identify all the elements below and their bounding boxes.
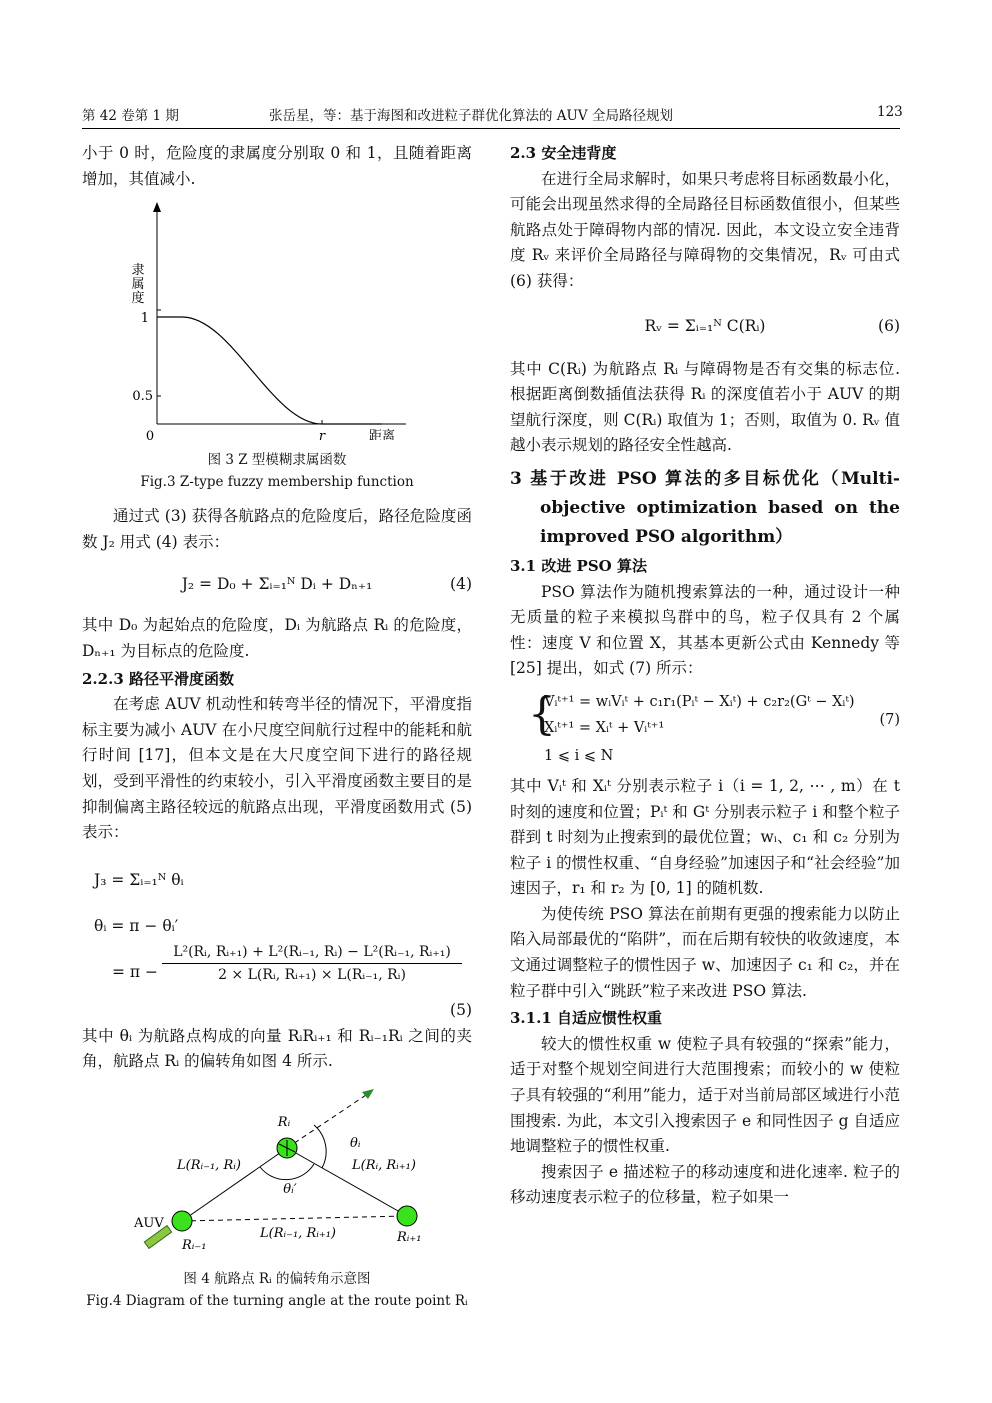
equation-5 <box>82 856 472 1024</box>
angle-arc-theta <box>314 1125 326 1168</box>
paragraph: 在考虑 AUV 机动性和转弯半径的情况下，平滑度指标主要为减小 AUV 在小尺度空间航行过程中的能耗和航行时间 [17]，但本文是在大尺度空间下进行的路径规划，受到平滑性的约束较小，引入平滑度函数主要目的是抑制偏离主路径较远的航路点出现，平滑度函数用式 (5) 表示： <box>82 695 472 842</box>
label-l-ri-ri1: L(Rᵢ, Rᵢ₊₁) <box>352 1157 416 1173</box>
turning-angle-diagram <box>82 1081 472 1259</box>
equation-4 <box>82 555 472 613</box>
equation-4-body: J₂ = D₀ + Σᵢ₌₁ᴺ Dᵢ + Dₙ₊₁ <box>181 575 373 594</box>
brace: { <box>528 688 556 740</box>
section-heading-3: 3 基于改进 PSO 算法的多目标优化（Multi-objective optimization based on the improved PSO algorithm） <box>510 468 900 547</box>
x-tick-label-r: r <box>318 429 326 441</box>
z-curve <box>157 317 382 424</box>
paragraph: 通过式 (3) 获得各航路点的危险度后，路径危险度函数 J₂ 用式 (4) 表示： <box>82 507 472 551</box>
figure-3-caption-en: Fig.3 Z-type fuzzy membership function <box>140 473 414 490</box>
y-tick-label-1: 1 <box>140 311 149 327</box>
equation-4-number: (4) <box>450 575 472 594</box>
equation-5-fraction <box>162 942 462 985</box>
header-title: 张岳星，等：基于海图和改进粒子群优化算法的 AUV 全局路径规划 <box>269 108 673 124</box>
label-ri1: Rᵢ₊₁ <box>397 1229 422 1245</box>
paragraph: 其中 θᵢ 为航路点构成的向量 RᵢRᵢ₊₁ 和 Rᵢ₋₁Rᵢ 之间的夹角，航路点 Rᵢ 的偏转角如图 4 所示. <box>82 1026 472 1071</box>
paragraph: 在进行全局求解时，如果只考虑将目标函数最小化，可能会出现虽然求得的全局路径目标函数值很小，但某些航路点处于障碍物内部的情况. 因此，本文设立安全违背度 Rᵥ 来评价全局路径与障碍物的交集情况，Rᵥ 可由式 (6) 获得： <box>510 169 900 290</box>
label-theta-prime: θᵢ′ <box>283 1181 297 1197</box>
equation-7-line-1: Vᵢᵗ⁺¹ = wᵢVᵢᵗ + c₁r₁(Pᵢᵗ − Xᵢᵗ) + c₂r₂(Gᵗ − Xᵢᵗ) <box>544 693 855 710</box>
membership-chart <box>82 200 472 440</box>
label-ri: Rᵢ <box>277 1114 291 1130</box>
y-axis-label-2: 属 <box>131 277 145 293</box>
paragraph: 搜索因子 e 描述粒子的移动速度和进化速率. 粒子的移动速度表示粒子的位移量，粒子如果一 <box>510 1162 900 1207</box>
x-axis-label: 距离 <box>368 429 396 441</box>
node-ri1 <box>397 1206 417 1226</box>
equation-5-line-1: J₃ = Σᵢ₌₁ᴺ θᵢ <box>94 870 184 889</box>
equation-5-number: (5) <box>450 1000 472 1019</box>
equation-6-body: Rᵥ = Σᵢ₌₁ᴺ C(Rᵢ) <box>644 316 766 335</box>
section-heading-3-1: 3.1 改进 PSO 算法 <box>510 556 647 575</box>
paragraph: 其中 D₀ 为起始点的危险度，Dᵢ 为航路点 Rᵢ 的危险度，Dₙ₊₁ 为目标点的危险度. <box>82 616 472 660</box>
equation-5-numerator: L²(Rᵢ, Rᵢ₊₁) + L²(Rᵢ₋₁, Rᵢ) − L²(Rᵢ₋₁, Rᵢ₊₁) <box>173 943 451 960</box>
equation-5-denominator: 2 × L(Rᵢ, Rᵢ₊₁) × L(Rᵢ₋₁, Rᵢ) <box>218 966 406 983</box>
y-axis-label-1: 隶 <box>131 263 145 279</box>
paragraph: 其中 C(Rᵢ) 为航路点 Rᵢ 与障碍物是否有交集的标志位. 根据距离倒数插值法获得 Rᵢ 的深度值若小于 AUV 的期望航行深度，则 C(Rᵢ) 取值为 1；否则，取值为 0. Rᵥ 值越小表示规划的路径安全性越高. <box>510 359 900 455</box>
paragraph: 小于 0 时，危险度的隶属度分别取 0 和 1，且随着距离增加，其值减小. <box>82 144 472 188</box>
figure-4-caption-cn: 图 4 航路点 Rᵢ 的偏转角示意图 <box>183 1270 371 1287</box>
origin-label: 0 <box>145 429 155 441</box>
y-axis-arrow-icon <box>153 202 161 212</box>
segment-ri-1-ri1 <box>182 1216 407 1221</box>
figure-3-caption-cn: 图 3 Z 型模糊隶属函数 <box>207 451 347 468</box>
label-auv: AUV <box>134 1215 164 1231</box>
figure-3 <box>82 200 472 490</box>
left-column <box>82 141 472 1312</box>
label-theta: θᵢ <box>350 1135 361 1151</box>
paragraph: PSO 算法作为随机搜索算法的一种，通过设计一种无质量的粒子来模拟鸟群中的鸟，粒子仅具有 2 个属性：速度 V 和位置 X，其基本更新公式由 Kennedy 等 [25] 提出，如式 (7) 所示： <box>510 582 900 678</box>
equation-6-number: (6) <box>878 316 900 335</box>
equation-7-line-3: 1 ⩽ i ⩽ N <box>544 747 614 764</box>
angle-arc-theta-prime <box>260 1164 314 1180</box>
equation-5-line-2: θᵢ = π − θᵢ′ <box>94 916 179 935</box>
section-heading-2-3: 2.3 安全违背度 <box>510 144 617 162</box>
equation-7 <box>510 684 900 774</box>
right-column <box>510 141 900 1211</box>
paragraph: 较大的惯性权重 w 使粒子具有较强的“探索”能力，适于对整个规划空间进行大范围搜索；而较小的 w 使粒子具有较强的“利用”能力，适于对当前局部区域进行小范围搜索. 为此，本文引入搜索因子 e 和同性因子 g 自适应地调整粒子的惯性权重. <box>510 1034 900 1156</box>
equation-5-line-3-prefix: = π − <box>112 962 159 981</box>
y-tick-label-05: 0.5 <box>132 389 153 405</box>
fraction-bar <box>162 963 462 964</box>
label-ri-1: Rᵢ₋₁ <box>182 1237 207 1253</box>
section-heading-2-2-3: 2.2.3 路径平滑度函数 <box>82 669 234 688</box>
equation-6 <box>510 295 900 357</box>
header-rule <box>82 128 900 129</box>
label-l-ri-1-ri: L(Rᵢ₋₁, Rᵢ) <box>177 1157 241 1173</box>
y-axis-label-3: 度 <box>131 291 145 307</box>
figure-4-caption-en: Fig.4 Diagram of the turning angle at the route point Rᵢ <box>86 1292 468 1309</box>
header-volume: 第 42 卷第 1 期 <box>82 108 179 124</box>
equation-7-number: (7) <box>879 711 900 728</box>
paragraph: 其中 Vᵢᵗ 和 Xᵢᵗ 分别表示粒子 i（i = 1, 2, ⋯ , m）在 t 时刻的速度和位置；Pᵢᵗ 和 Gᵗ 分别表示粒子 i 和整个粒子群到 t 时刻为止搜索到的最优位置；wᵢ、c₁ 和 c₂ 分别为粒子 i 的惯性权重、“自身经验”加速因子和“社会经验”加速因子，r₁ 和 r₂ 为 [0, 1] 的随机数. <box>510 776 900 898</box>
figure-4 <box>82 1081 472 1312</box>
paragraph: 为使传统 PSO 算法在前期有更强的搜索能力以防止陷入局部最优的“陷阱”，而在后期有较快的收敛速度，本文通过调整粒子的惯性因子 w、加速因子 c₁ 和 c₂，并在粒子群中引入“跳跃”粒子来改进 PSO 算法. <box>510 904 900 1000</box>
equation-7-line-2: Xᵢᵗ⁺¹ = Xᵢᵗ + Vᵢᵗ⁺¹ <box>544 719 665 736</box>
section-heading-3-1-1: 3.1.1 自适应惯性权重 <box>510 1009 662 1028</box>
node-ri-1 <box>172 1211 192 1231</box>
header-page-number: 123 <box>877 104 903 120</box>
label-l-ri-1-ri1: L(Rᵢ₋₁, Rᵢ₊₁) <box>260 1225 336 1241</box>
extension-arrow-icon <box>362 1089 374 1099</box>
